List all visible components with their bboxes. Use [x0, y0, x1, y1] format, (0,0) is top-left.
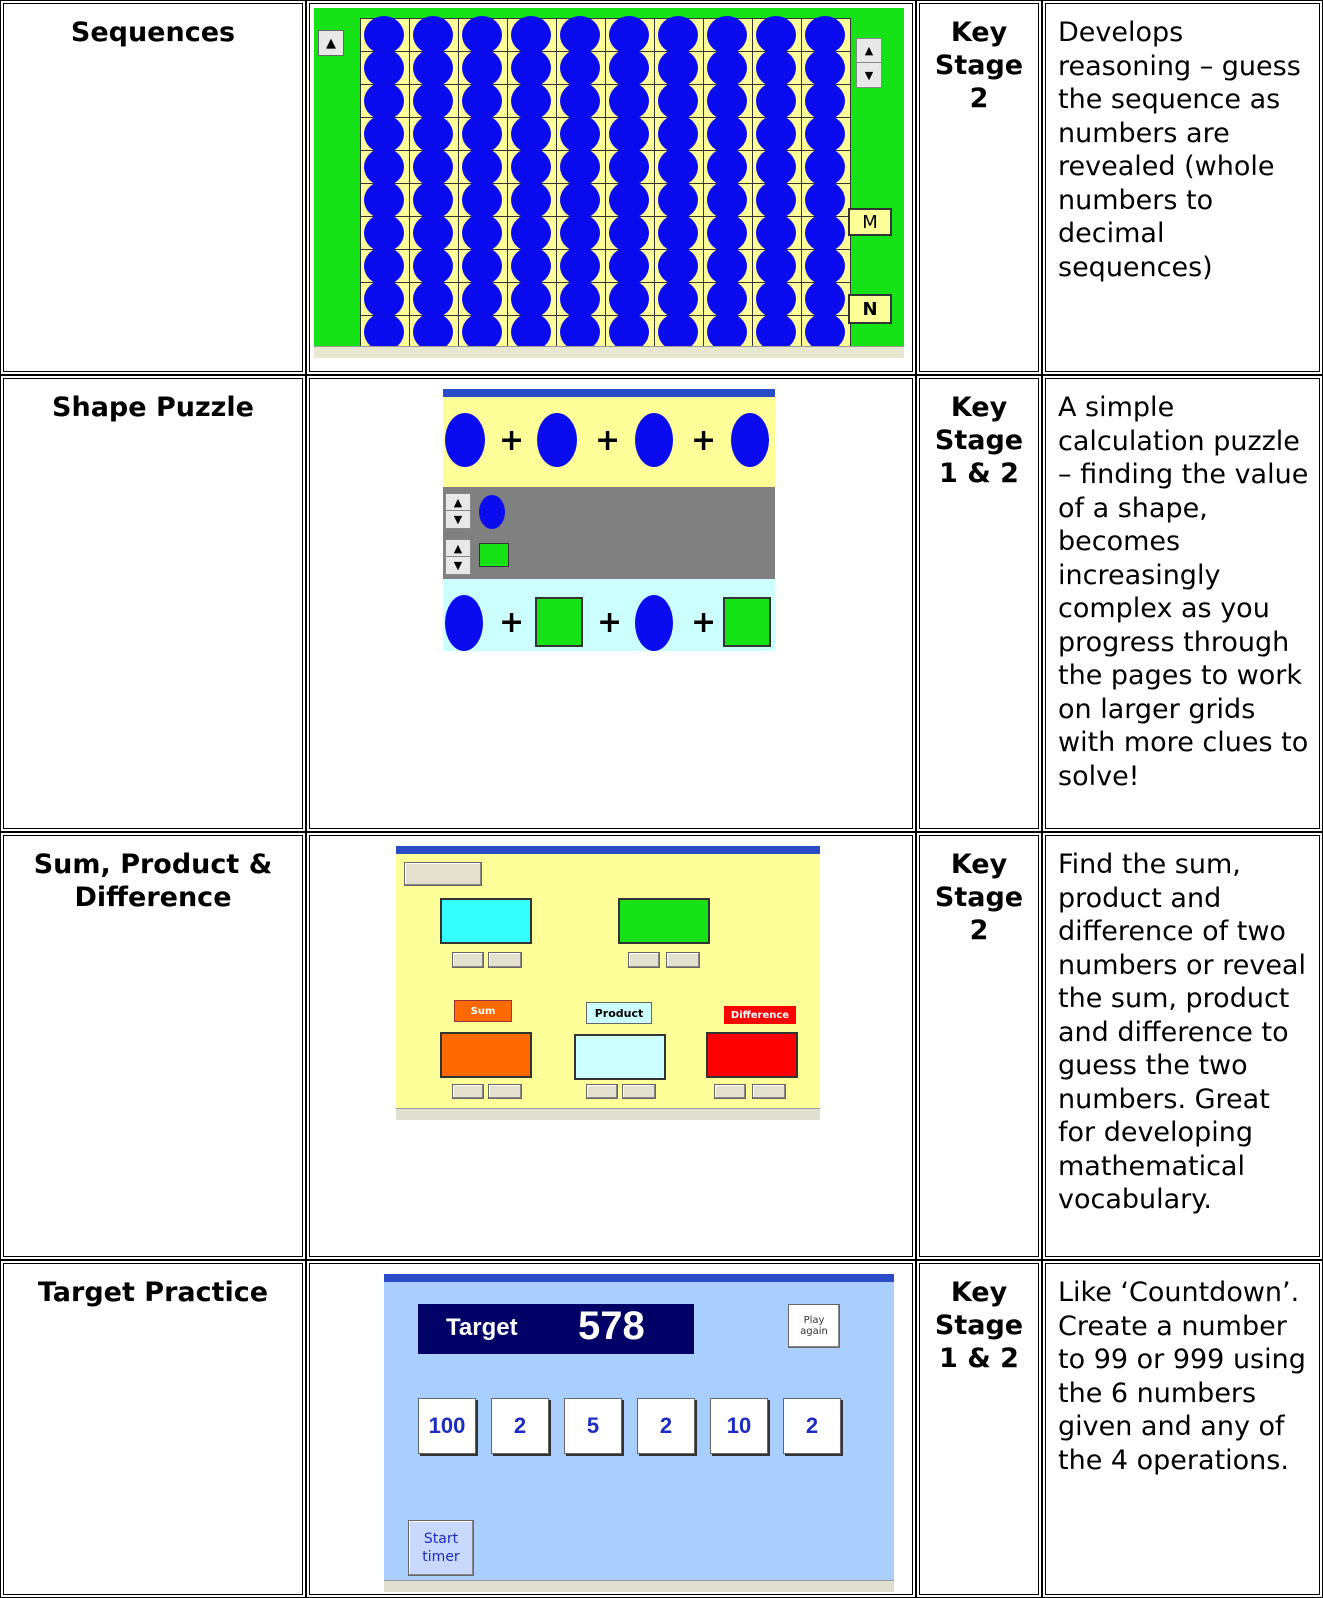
screenshot-cell: [306, 1260, 916, 1598]
sequence-grid: [360, 18, 850, 348]
screenshot-cell: [306, 0, 916, 375]
target-practice-screenshot: [384, 1274, 894, 1592]
key-stage: [916, 1260, 1042, 1598]
number-card[interactable]: 2: [491, 1398, 549, 1454]
status-strip: [314, 346, 904, 358]
reveal-button[interactable]: [622, 1084, 656, 1099]
key-stage: [916, 0, 1042, 375]
title-bar: [443, 389, 775, 397]
activity-name: Sequences: [0, 0, 306, 375]
spinner-up-icon[interactable]: ▲: [446, 540, 470, 557]
square-shape-icon: [723, 597, 771, 647]
play-again-button[interactable]: Play again: [788, 1304, 840, 1348]
spinner-down-icon[interactable]: ▼: [864, 68, 874, 82]
table-row: [0, 1260, 1323, 1598]
difference-label: Difference: [724, 1006, 796, 1024]
spinner-down-icon[interactable]: ▼: [453, 513, 463, 526]
up-arrow-button[interactable]: ▲: [318, 30, 344, 56]
start-timer-button[interactable]: Start timer: [408, 1520, 474, 1576]
spinner-down-icon[interactable]: ▼: [453, 559, 463, 572]
oval-shape-icon: [537, 413, 577, 467]
plus-sign: +: [595, 423, 621, 458]
activity-name: Shape Puzzle: [0, 375, 306, 832]
key-stage-line: Key: [950, 1277, 1008, 1308]
square-shape-icon: [535, 597, 583, 647]
number-card[interactable]: 100: [418, 1398, 476, 1454]
plus-sign: +: [597, 605, 623, 640]
key-stage-line: Stage: [934, 882, 1024, 913]
activity-description: Develops reasoning – guess the sequence as numbers are revealed (whole numbers to decimal sequences): [1042, 0, 1323, 375]
reveal-button[interactable]: [752, 1084, 786, 1099]
key-stage-line: Stage: [934, 50, 1024, 81]
key-stage-line: Stage: [934, 425, 1024, 456]
spinner-up-icon[interactable]: ▲: [446, 494, 470, 511]
activity-name: Target Practice: [0, 1260, 306, 1598]
product-box: [574, 1034, 666, 1080]
key-stage-line: 2: [969, 83, 989, 114]
hide-button[interactable]: [452, 1084, 484, 1099]
square-value-spinner[interactable]: [445, 539, 471, 575]
n-button[interactable]: N: [848, 294, 892, 324]
hide-button[interactable]: [586, 1084, 618, 1099]
oval-shape-icon: [635, 413, 673, 467]
hide-button[interactable]: [628, 952, 660, 968]
title-bar: [396, 846, 820, 854]
key-stage-line: Key: [950, 849, 1008, 880]
reveal-button[interactable]: [488, 1084, 522, 1099]
oval-shape-icon: [445, 413, 485, 467]
oval-shape-icon: [445, 595, 483, 651]
key-stage: [916, 832, 1042, 1260]
oval-key-icon: [479, 495, 505, 529]
activity-description: A simple calculation puzzle – finding the value of a shape, becomes increasingly complex as you progress through the pages to work on larger grids with more clues to solve!: [1042, 375, 1323, 832]
sequences-screenshot: [314, 8, 904, 358]
reveal-button[interactable]: [488, 952, 522, 968]
plus-sign: +: [691, 605, 717, 640]
status-strip: [396, 1108, 820, 1120]
first-number-box: [440, 898, 532, 944]
screenshot-cell: [306, 832, 916, 1260]
square-key-icon: [479, 543, 509, 567]
spinner-up-icon[interactable]: ▲: [857, 39, 881, 63]
number-card[interactable]: 2: [783, 1398, 841, 1454]
plus-sign: +: [691, 423, 717, 458]
sum-label: Sum: [454, 1000, 512, 1022]
product-label: Product: [586, 1002, 652, 1024]
sum-product-difference-screenshot: [396, 846, 820, 1120]
activity-description: Like ‘Countdown’. Create a number to 99 or 999 using the 6 numbers given and any of the 4 operations.: [1042, 1260, 1323, 1598]
second-number-box: [618, 898, 710, 944]
hide-button[interactable]: [714, 1084, 746, 1099]
target-value: 578: [578, 1304, 645, 1348]
number-cards: [418, 1398, 868, 1454]
oval-shape-icon: [635, 595, 673, 651]
key-stage-line: Stage: [934, 1310, 1024, 1341]
shape-puzzle-screenshot: [443, 389, 775, 651]
m-button[interactable]: M: [848, 208, 892, 236]
key-stage-line: 1 & 2: [939, 1343, 1019, 1374]
key-stage-line: Key: [950, 392, 1008, 423]
status-strip: [384, 1580, 894, 1592]
table-row: [0, 0, 1323, 375]
table-row: [0, 375, 1323, 832]
number-card[interactable]: 10: [710, 1398, 768, 1454]
reveal-button[interactable]: [666, 952, 700, 968]
oval-value-spinner[interactable]: [445, 493, 471, 529]
hide-button[interactable]: [452, 952, 484, 968]
activity-name: Sum, Product & Difference: [0, 832, 306, 1260]
target-label: Target: [446, 1314, 518, 1341]
key-stage-line: 1 & 2: [939, 458, 1019, 489]
plus-sign: +: [499, 605, 525, 640]
sequence-spinner[interactable]: [856, 38, 882, 88]
screenshot-cell: [306, 375, 916, 832]
key-stage-line: Key: [950, 17, 1008, 48]
table-row: [0, 832, 1323, 1260]
title-bar: [384, 1274, 894, 1282]
key-stage: [916, 375, 1042, 832]
activity-description: Find the sum, product and difference of two numbers or reveal the sum, product and difference to guess the two numbers. Great for developing mathematical vocabulary.: [1042, 832, 1323, 1260]
oval-shape-icon: [731, 413, 769, 467]
sum-box: [440, 1032, 532, 1078]
number-card[interactable]: 2: [637, 1398, 695, 1454]
difference-box: [706, 1032, 798, 1078]
number-card[interactable]: 5: [564, 1398, 622, 1454]
new-numbers-button[interactable]: [404, 862, 482, 886]
key-stage-line: 2: [969, 915, 989, 946]
plus-sign: +: [499, 423, 525, 458]
